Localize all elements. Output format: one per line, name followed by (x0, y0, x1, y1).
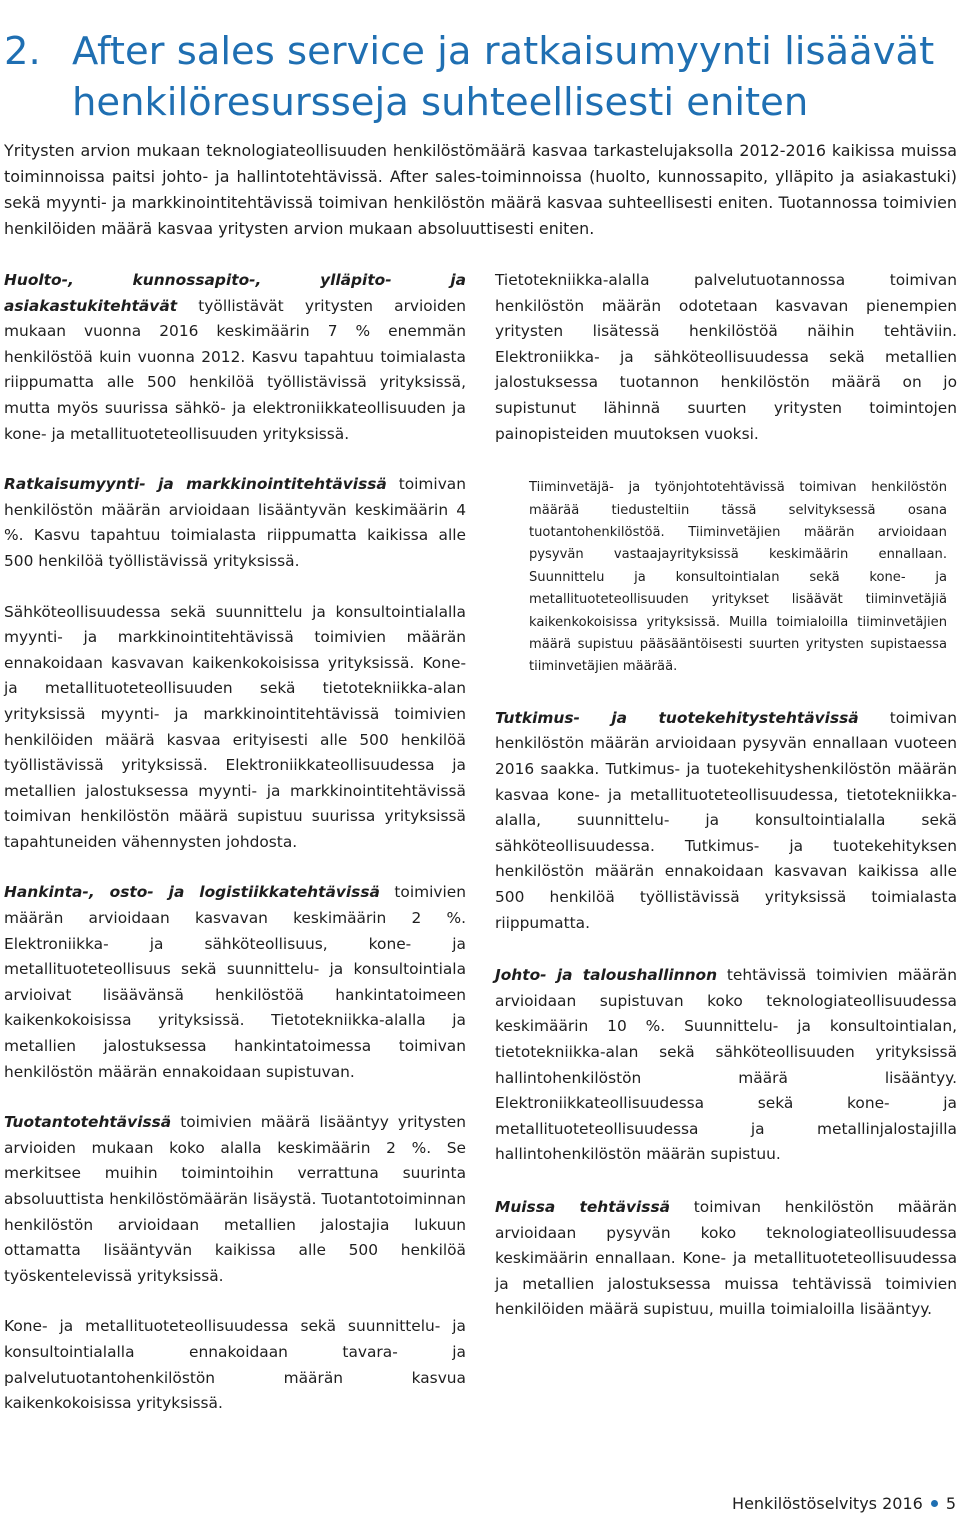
note-team-leaders: Tiiminvetäjä- ja työnjohtotehtävissä toimivan henkilöstön määrää tiedusteltiin tässä selvityksessä osana tuotantohenkilöstöä. Tiiminvetäjien määrän arvioidaan pysyvän vastaajayrityksissä keskimäärin ennallaan. Suunnittelu ja konsultointialan sekä kone- ja metallituoteteollisuuden yritykset lisäävät tiiminvetäjiä kaikenkokoisissa yrityksissä. Muilla toimialoilla tiiminvetäjien määrä supistuu pääsääntöisesti suurten yritysten supistaessa tiiminvetäjien määrää. (529, 480, 947, 675)
page-heading (4, 26, 954, 128)
text-production: toimivien määrä lisääntyy yritysten arvioiden mukaan koko alalla keskimäärin 2 %. Se merkitsee muihin toimintoihin verrattuna suurinta absoluuttista henkilöstömäärän lisäystä. Tuotantotoiminnan henkilöstön arvioidaan metallien jalostajia lukuun ottamatta lisääntyvän kaikissa alle 500 henkilöä työskentelevissä yrityksissä. (4, 1113, 466, 1285)
paragraph-production-industries: Kone- ja metallituoteteollisuudessa sekä suunnittelu- ja konsultointialalla ennakoidaan tavara- ja palvelutuotantohenkilöstön määrän kasvua kaikenkokoisissa yrityksissä. (4, 1317, 466, 1413)
lead-after-sales: Huolto-, kunnossapito-, ylläpito- ja asiakastukitehtävät (4, 271, 466, 315)
lead-sales: Ratkaisumyynti- ja markkinointitehtävissä (4, 475, 387, 494)
paragraph-sales-industries: Sähköteollisuudessa sekä suunnittelu ja konsultointialalla myynti- ja markkinointitehtävissä toimivien määrän ennakoidaan kasvavan kaikenkokoisissa yrityksissä. Kone- ja metallituoteteollisuuden sekä tietotekniikka-alan yrityksissä myynti- ja markkinointitehtävissä toimivien henkilöiden määrä kasvaa erityisesti alle 500 henkilöä työllistävissä yrityksissä. Elektroniikkateollisuudessa ja metallien jalostuksessa myynti- ja markkinointitehtävissä toimivan henkilöstön määrä supistuu suurissa yrityksissä tapahtuneiden vähennysten johdosta. (4, 602, 466, 851)
paragraph-after-sales (4, 268, 466, 447)
lead-rnd: Tutkimus- ja tuotekehitystehtävissä (495, 708, 859, 727)
lead-other-tasks: Muissa tehtävissä (495, 1197, 670, 1216)
text-management: tehtävissä toimivien määrän arvioidaan supistuvan koko teknologiateollisuudessa keskimäärin 10 %. Suunnittelu- ja konsultointialan, tietotekniikka-alan sekä sähköteollisuuden yrityksissä hallintohenkilöstön määrä lisääntyy. Elektroniikkateollisuudessa sekä kone- ja metallituoteteollisuudessa ja metallinjalostajilla hallintohenkilöstön määrän supistuu. (495, 966, 957, 1164)
bullet-separator-icon (931, 1500, 938, 1507)
left-column (4, 268, 466, 1417)
paragraph-management (495, 963, 957, 1168)
text-rnd: toimivan henkilöstön määrän arvioidaan pysyvän ennallaan vuoteen 2016 saakka. Tutkimus- ja tuotekehityshenkilöstön määrän kasvaa kone- ja metallituoteteollisuudessa, tietotekniikka-alalla, suunnittelu- ja konsultointialalla sekä sähköteollisuudessa. Tutkimus- ja tuotekehityksen henkilöstön määrän ennakoidaan kasvavan kaikissa alle 500 henkilöä työllistävissä yrityksissä toimialasta riippumatta. (495, 708, 958, 932)
lead-production: Tuotantotehtävissä (4, 1113, 172, 1132)
paragraph-other-tasks (495, 1195, 957, 1323)
paragraph-sales (4, 472, 466, 574)
heading-number: 2. (4, 28, 41, 74)
heading-line-2: henkilöresursseja suhteellisesti eniten (72, 79, 809, 125)
text-after-sales: työllistävät yritysten arvioiden mukaan vuonna 2016 keskimäärin 7 % enemmän henkilöstöä kuin vuonna 2012. Kasvu tapahtuu toimialasta riippumatta alle 500 henkilöä työllistävissä yrityksissä, mutta myös suurissa sähkö- ja elektroniikkateollisuuden ja kone- ja metallituoteteollisuuden yrityksissä. (4, 296, 466, 443)
lead-management: Johto- ja taloushallinnon (495, 966, 718, 985)
page-footer (732, 1494, 956, 1514)
text-procurement: toimivien määrän arvioidaan kasvavan keskimäärin 2 %. Elektroniikka- ja sähköteollisuus, kone- ja metallituoteteollisuus sekä suunnittelu- ja konsultointiala arvioivat lisäävänsä henkilöstöä hankintatoimeen kaikenkokoisissa yrityksissä. Tietotekniikka-alalla ja metallien jalostuksessa hankintatoimessa toimivan henkilöstön määrän ennakoidaan supistuvan. (4, 883, 466, 1081)
publication-title: Henkilöstöselvitys 2016 (732, 1494, 923, 1513)
intro-paragraph: Yritysten arvion mukaan teknologiateollisuuden henkilöstömäärä kasvaa tarkastelujaksolla 2012-2016 kaikissa muissa toiminnoissa paitsi johto- ja hallintotehtävissä. After sales-toiminnoissa (huolto, kunnossapito, ylläpito ja asiakastuki) sekä myynti- ja markkinointitehtävissä toimivan henkilöstön määrä kasvaa suhteellisesti eniten. Tuotannossa toimivien henkilöiden määrä kasvaa yritysten arvion mukaan absoluuttisesti eniten. (4, 141, 957, 238)
heading-text-1: After sales service ja ratkaisumyynti lisäävät (72, 28, 935, 74)
right-column (495, 268, 957, 1323)
paragraph-rnd (495, 706, 957, 936)
lead-procurement: Hankinta-, osto- ja logistiikkatehtävissä (4, 883, 380, 902)
text-other-tasks: toimivan henkilöstön määrän arvioidaan pysyvän koko teknologiateollisuudessa keskimäärin ennallaan. Kone- ja metallituoteteollisuudessa ja metallien jalostuksessa muissa tehtävissä toimivien henkilöiden määrä supistuu, muilla toimialoilla lisääntyy. (495, 1197, 958, 1319)
heading-line-1 (4, 26, 954, 77)
paragraph-procurement (4, 880, 466, 1085)
paragraph-it-services: Tietotekniikka-alalla palvelutuotannossa toimivan henkilöstön määrän odotetaan kasvavan pienempien yritysten lisätessä henkilöstöä näihin tehtäviin. Elektroniikka- ja sähköteollisuudessa sekä metallien jalostuksessa tuotannon henkilöstön määrä on jo supistunut lähinnä suurten yritysten toimintojen painopisteiden muutoksen vuoksi. (495, 271, 957, 443)
paragraph-production (4, 1110, 466, 1289)
page-number: 5 (945, 1494, 956, 1513)
text-sales: toimivan henkilöstön määrän arvioidaan lisääntyvän keskimäärin 4 %. Kasvu tapahtuu toimialasta riippumatta kaikissa alle 500 henkilöä työllistävissä yrityksissä. (4, 475, 466, 570)
